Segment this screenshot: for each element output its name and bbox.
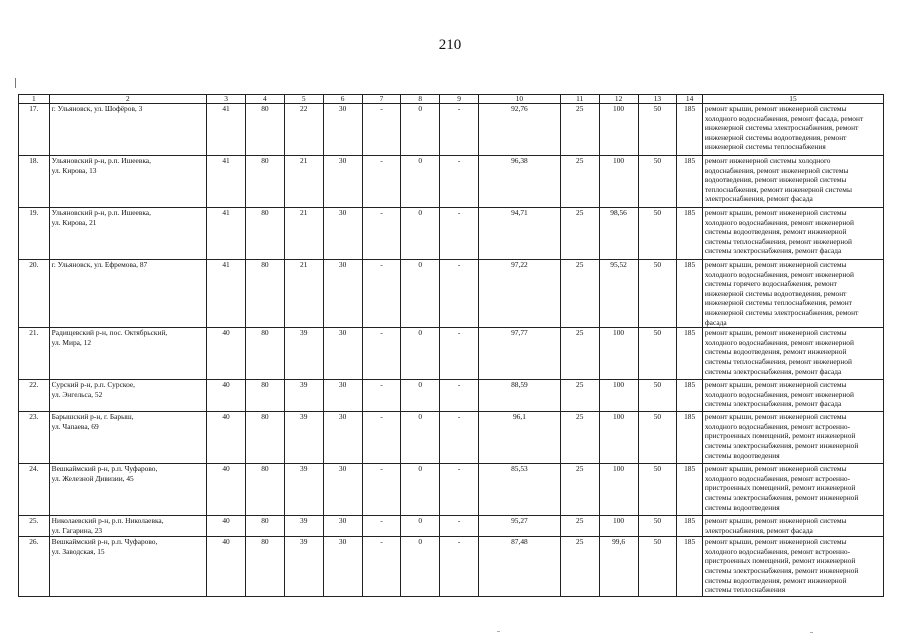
works-line: ремонт крыши, ремонт инженерной системы — [704, 260, 847, 269]
value-cell-c12: 100 — [599, 328, 638, 380]
address-cell — [49, 260, 206, 328]
value-cell-c13: 50 — [638, 412, 677, 464]
works-line: инженерной системы электроснабжения, ремонт — [704, 307, 859, 317]
column-number: 10 — [479, 95, 561, 104]
value-cell-c4: 80 — [245, 380, 284, 412]
works-line: ремонт крыши, ремонт инженерной системы — [704, 104, 847, 113]
table-row — [19, 516, 884, 537]
value-cell-c8: 0 — [401, 412, 440, 464]
value-cell-c12: 100 — [599, 412, 638, 464]
value-cell-c5: 21 — [284, 260, 323, 328]
value-cell-c11: 25 — [560, 516, 599, 537]
works-line: холодного водоснабжения, ремонт инженерной — [704, 217, 854, 227]
column-number: 1 — [19, 95, 50, 104]
value-cell-c6: 30 — [323, 464, 362, 516]
margin-mark — [15, 78, 16, 88]
address-line: Вешкаймский р-н, р.п. Чуфарово, — [51, 537, 158, 547]
row-number: 26. — [19, 537, 50, 597]
works-cell — [702, 208, 883, 260]
works-line: системы теплоснабжения, ремонт инженерной — [704, 236, 852, 246]
value-cell-c5: 21 — [284, 208, 323, 260]
works-line: системы теплоснабжения, ремонт инженерной — [704, 356, 852, 366]
value-cell-c8: 0 — [401, 208, 440, 260]
value-cell-c8: 0 — [401, 328, 440, 380]
value-cell-c4: 80 — [245, 516, 284, 537]
row-number: 23. — [19, 412, 50, 464]
value-cell-c3: 41 — [207, 104, 246, 156]
address-line: Ульяновский р-н, р.п. Ишеевка, — [51, 156, 151, 165]
value-cell-c5: 22 — [284, 104, 323, 156]
works-cell — [702, 328, 883, 380]
value-cell-c11: 25 — [560, 380, 599, 412]
page-number: 210 — [438, 37, 462, 53]
value-cell-c3: 41 — [207, 156, 246, 208]
works-line: системы водоотведения, ремонт инженерной — [704, 227, 847, 237]
value-cell-c9: - — [440, 208, 479, 260]
value-cell-c13: 50 — [638, 260, 677, 328]
works-line: системы горячего водоснабжения, ремонт — [704, 279, 837, 289]
value-cell-c13: 50 — [638, 104, 677, 156]
value-cell-c14: 185 — [677, 104, 703, 156]
value-cell-c12: 98,56 — [599, 208, 638, 260]
value-cell-c5: 39 — [284, 380, 323, 412]
address-line: Сурский р-н, р.п. Сурское, — [51, 380, 135, 390]
scan-artifact — [810, 632, 813, 633]
value-cell-c8: 0 — [401, 380, 440, 412]
value-cell-c14: 185 — [677, 208, 703, 260]
value-cell-c9: - — [440, 537, 479, 597]
column-number: 6 — [323, 95, 362, 104]
works-line: ремонт крыши, ремонт инженерной системы — [704, 516, 847, 526]
value-cell-c7: - — [362, 537, 401, 597]
value-cell-c13: 50 — [638, 516, 677, 537]
value-cell-c5: 39 — [284, 328, 323, 380]
works-line: пристроенных помещений, ремонт инженерной — [704, 431, 856, 441]
column-number: 12 — [599, 95, 638, 104]
works-line: ремонт крыши, ремонт инженерной системы — [704, 328, 847, 338]
repair-schedule-table — [18, 94, 884, 597]
works-cell — [702, 412, 883, 464]
works-line: пристроенных помещений, ремонт инженерной — [704, 556, 856, 566]
value-cell-c11: 25 — [560, 464, 599, 516]
address-cell — [49, 464, 206, 516]
value-cell-c6: 30 — [323, 380, 362, 412]
row-number: 25. — [19, 516, 50, 537]
works-cell — [702, 537, 883, 597]
works-line: ремонт крыши, ремонт инженерной системы — [704, 380, 847, 390]
value-cell-c12: 100 — [599, 156, 638, 208]
value-cell-c3: 40 — [207, 328, 246, 380]
works-line: инженерной системы теплоснабжения — [704, 142, 826, 152]
works-line: системы электроснабжения, ремонт фасада — [704, 366, 842, 376]
column-number: 15 — [702, 95, 883, 104]
value-cell-c12: 100 — [599, 380, 638, 412]
works-line: электроснабжения, ремонт фасада — [704, 525, 813, 535]
value-cell-c8: 0 — [401, 464, 440, 516]
value-cell-c11: 25 — [560, 328, 599, 380]
works-line: системы электроснабжения, ремонт инженерной — [704, 440, 859, 450]
value-cell-c7: - — [362, 464, 401, 516]
value-cell-c8: 0 — [401, 104, 440, 156]
value-cell-c3: 40 — [207, 516, 246, 537]
value-cell-c12: 100 — [599, 516, 638, 537]
value-cell-c8: 0 — [401, 156, 440, 208]
works-line: холодного водоснабжения, ремонт встроенно- — [704, 473, 851, 483]
works-line: холодного водоснабжения, ремонт инженерной — [704, 269, 854, 279]
table-row — [19, 380, 884, 412]
address-cell — [49, 328, 206, 380]
value-cell-c14: 185 — [677, 516, 703, 537]
value-cell-c9: - — [440, 156, 479, 208]
value-cell-c7: - — [362, 208, 401, 260]
column-number: 8 — [401, 95, 440, 104]
works-cell — [702, 156, 883, 208]
works-line: системы водоотведения — [704, 450, 780, 460]
value-cell-c14: 185 — [677, 328, 703, 380]
value-cell-c9: - — [440, 380, 479, 412]
value-cell-c10: 97,77 — [479, 328, 561, 380]
works-line: инженерной системы теплоснабжения, ремонт — [704, 298, 852, 308]
row-number: 20. — [19, 260, 50, 328]
value-cell-c10: 96,38 — [479, 156, 561, 208]
value-cell-c4: 80 — [245, 537, 284, 597]
value-cell-c3: 41 — [207, 208, 246, 260]
value-cell-c10: 96,1 — [479, 412, 561, 464]
address-line: ул. Кирова, 13 — [51, 165, 97, 175]
address-cell — [49, 537, 206, 597]
value-cell-c7: - — [362, 516, 401, 537]
value-cell-c14: 185 — [677, 380, 703, 412]
address-line: ул. Чапаева, 69 — [51, 421, 99, 431]
works-cell — [702, 464, 883, 516]
works-line: системы электроснабжения, ремонт фасада — [704, 399, 842, 409]
column-number: 4 — [245, 95, 284, 104]
value-cell-c10: 88,59 — [479, 380, 561, 412]
value-cell-c6: 30 — [323, 328, 362, 380]
row-number: 24. — [19, 464, 50, 516]
row-number: 18. — [19, 156, 50, 208]
works-line: ремонт крыши, ремонт инженерной системы — [704, 537, 847, 547]
value-cell-c4: 80 — [245, 104, 284, 156]
value-cell-c5: 39 — [284, 464, 323, 516]
works-cell — [702, 260, 883, 328]
value-cell-c9: - — [440, 412, 479, 464]
works-line: ремонт крыши, ремонт инженерной системы — [704, 208, 847, 217]
address-cell — [49, 156, 206, 208]
value-cell-c7: - — [362, 260, 401, 328]
column-number: 2 — [49, 95, 206, 104]
value-cell-c13: 50 — [638, 537, 677, 597]
address-line: г. Ульяновск, ул. Шофёров, 3 — [51, 104, 143, 113]
works-line: системы водоотведения, ремонт инженерной — [704, 575, 847, 585]
address-line: Николаевский р-н, р.п. Николаевка, — [51, 516, 164, 526]
row-number: 17. — [19, 104, 50, 156]
value-cell-c12: 99,6 — [599, 537, 638, 597]
value-cell-c9: - — [440, 464, 479, 516]
value-cell-c6: 30 — [323, 208, 362, 260]
table-row — [19, 260, 884, 328]
works-line: холодного водоснабжения, ремонт встроенно- — [704, 546, 851, 556]
column-number: 14 — [677, 95, 703, 104]
value-cell-c5: 39 — [284, 516, 323, 537]
value-cell-c4: 80 — [245, 412, 284, 464]
value-cell-c10: 97,22 — [479, 260, 561, 328]
row-number: 22. — [19, 380, 50, 412]
works-line: пристроенных помещений, ремонт инженерной — [704, 483, 856, 493]
value-cell-c5: 39 — [284, 537, 323, 597]
works-line: ремонт крыши, ремонт инженерной системы — [704, 412, 847, 422]
value-cell-c12: 100 — [599, 104, 638, 156]
works-line: теплоснабжения, ремонт инженерной системы — [704, 184, 852, 194]
works-line: системы электроснабжения, ремонт инженерной — [704, 565, 859, 575]
value-cell-c14: 185 — [677, 260, 703, 328]
works-line: инженерной системы водоотведения, ремонт — [704, 288, 847, 298]
value-cell-c11: 25 — [560, 156, 599, 208]
address-cell — [49, 516, 206, 537]
works-line: фасада — [704, 317, 727, 327]
value-cell-c6: 30 — [323, 156, 362, 208]
value-cell-c4: 80 — [245, 260, 284, 328]
value-cell-c14: 185 — [677, 537, 703, 597]
address-line: ул. Заводская, 15 — [51, 546, 105, 556]
works-line: системы теплоснабжения — [704, 585, 786, 595]
value-cell-c7: - — [362, 380, 401, 412]
works-cell — [702, 516, 883, 537]
address-line: ул. Кирова, 21 — [51, 217, 97, 227]
value-cell-c11: 25 — [560, 412, 599, 464]
value-cell-c7: - — [362, 412, 401, 464]
table-row — [19, 412, 884, 464]
works-line: инженерной системы электроснабжения, ремонт — [704, 123, 859, 133]
address-cell — [49, 412, 206, 464]
works-line: ремонт инженерной системы холодного — [704, 156, 831, 165]
works-line: холодного водоснабжения, ремонт инженерной — [704, 389, 854, 399]
value-cell-c7: - — [362, 104, 401, 156]
value-cell-c3: 40 — [207, 380, 246, 412]
value-cell-c11: 25 — [560, 537, 599, 597]
scan-artifact — [497, 631, 500, 632]
value-cell-c4: 80 — [245, 328, 284, 380]
value-cell-c7: - — [362, 156, 401, 208]
table-row — [19, 464, 884, 516]
value-cell-c10: 87,48 — [479, 537, 561, 597]
column-number: 11 — [560, 95, 599, 104]
value-cell-c13: 50 — [638, 328, 677, 380]
works-line: системы водоотведения, ремонт инженерной — [704, 347, 847, 357]
column-number: 7 — [362, 95, 401, 104]
value-cell-c6: 30 — [323, 537, 362, 597]
value-cell-c9: - — [440, 328, 479, 380]
value-cell-c6: 30 — [323, 516, 362, 537]
value-cell-c10: 94,71 — [479, 208, 561, 260]
address-line: ул. Мира, 12 — [51, 337, 92, 347]
value-cell-c14: 185 — [677, 412, 703, 464]
works-line: системы водоотведения — [704, 502, 780, 512]
address-line: ул. Гагарина, 23 — [51, 525, 103, 535]
value-cell-c10: 85,53 — [479, 464, 561, 516]
column-number: 3 — [207, 95, 246, 104]
table-row — [19, 328, 884, 380]
address-line: Ульяновский р-н, р.п. Ишеевка, — [51, 208, 151, 217]
works-line: водоснабжения, ремонт инженерной системы — [704, 165, 849, 175]
value-cell-c5: 39 — [284, 412, 323, 464]
column-number: 5 — [284, 95, 323, 104]
value-cell-c3: 40 — [207, 537, 246, 597]
works-line: холодного водоснабжения, ремонт встроенно- — [704, 421, 851, 431]
value-cell-c3: 40 — [207, 412, 246, 464]
column-number-row — [19, 95, 884, 104]
address-line: ул. Энгельса, 52 — [51, 389, 103, 399]
value-cell-c4: 80 — [245, 464, 284, 516]
value-cell-c8: 0 — [401, 260, 440, 328]
value-cell-c3: 41 — [207, 260, 246, 328]
value-cell-c11: 25 — [560, 104, 599, 156]
table-row — [19, 104, 884, 156]
value-cell-c7: - — [362, 328, 401, 380]
value-cell-c11: 25 — [560, 208, 599, 260]
value-cell-c13: 50 — [638, 464, 677, 516]
works-cell — [702, 104, 883, 156]
value-cell-c6: 30 — [323, 412, 362, 464]
value-cell-c9: - — [440, 260, 479, 328]
value-cell-c3: 40 — [207, 464, 246, 516]
value-cell-c13: 50 — [638, 208, 677, 260]
value-cell-c8: 0 — [401, 537, 440, 597]
table-row — [19, 208, 884, 260]
column-number: 13 — [638, 95, 677, 104]
works-line: электроснабжения, ремонт фасада — [704, 194, 813, 204]
works-line: водоотведения, ремонт инженерной системы — [704, 175, 847, 185]
address-line: г. Ульяновск, ул. Ефремова, 87 — [51, 260, 148, 269]
value-cell-c14: 185 — [677, 464, 703, 516]
value-cell-c9: - — [440, 104, 479, 156]
works-line: системы электроснабжения, ремонт инженерной — [704, 492, 859, 502]
address-line: Радищевский р-н, пос. Октябрьский, — [51, 328, 168, 338]
value-cell-c6: 30 — [323, 104, 362, 156]
address-line: Вешкаймский р-н, р.п. Чуфарово, — [51, 464, 158, 474]
works-cell — [702, 380, 883, 412]
address-line: ул. Железной Дивизии, 45 — [51, 473, 134, 483]
address-line: Барышский р-н, г. Барыш, — [51, 412, 134, 422]
value-cell-c13: 50 — [638, 380, 677, 412]
value-cell-c12: 100 — [599, 464, 638, 516]
value-cell-c10: 95,27 — [479, 516, 561, 537]
value-cell-c8: 0 — [401, 516, 440, 537]
address-cell — [49, 380, 206, 412]
row-number: 21. — [19, 328, 50, 380]
value-cell-c13: 50 — [638, 156, 677, 208]
address-cell — [49, 208, 206, 260]
table-row — [19, 156, 884, 208]
value-cell-c5: 21 — [284, 156, 323, 208]
works-line: ремонт крыши, ремонт инженерной системы — [704, 464, 847, 474]
works-line: холодного водоснабжения, ремонт фасада, ремонт — [704, 113, 864, 123]
value-cell-c12: 95,52 — [599, 260, 638, 328]
value-cell-c4: 80 — [245, 156, 284, 208]
address-cell — [49, 104, 206, 156]
works-line: инженерной системы водоотведения, ремонт — [704, 132, 847, 142]
table-row — [19, 537, 884, 597]
value-cell-c11: 25 — [560, 260, 599, 328]
column-number: 9 — [440, 95, 479, 104]
works-line: холодного водоснабжения, ремонт инженерной — [704, 337, 854, 347]
works-line: системы электроснабжения, ремонт фасада — [704, 246, 842, 256]
row-number: 19. — [19, 208, 50, 260]
value-cell-c6: 30 — [323, 260, 362, 328]
value-cell-c4: 80 — [245, 208, 284, 260]
value-cell-c9: - — [440, 516, 479, 537]
value-cell-c14: 185 — [677, 156, 703, 208]
value-cell-c10: 92,76 — [479, 104, 561, 156]
